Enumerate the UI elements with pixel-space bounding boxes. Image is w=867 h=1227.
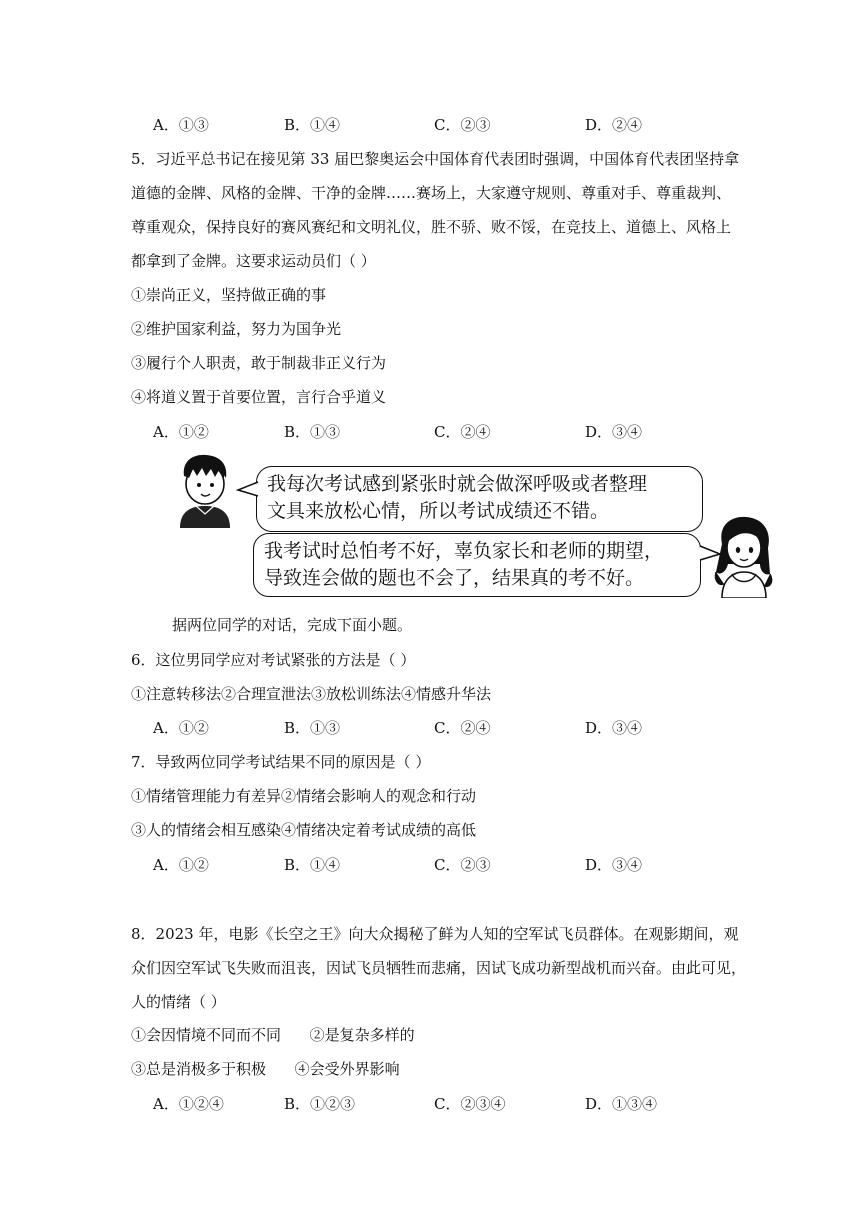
q6-option-b[interactable]: B．①③ [284,719,341,737]
q8-stem-line-2: 众们因空军试飞失败而沮丧，因试飞员牺牲而悲痛，因试飞成功新型战机而兴奋。由此可见， [131,959,747,977]
q5-statement-1: ①崇尚正义，坚持做正确的事 [131,286,327,304]
q7-statement-1: ①情绪管理能力有差异②情绪会影响人的观念和行动 [131,787,477,805]
girl-speech-line-2: 导致连会做的题也不会了，结果真的考不好。 [264,567,645,589]
q5-statement-3: ③履行个人职责，敢于制裁非正义行为 [131,354,387,372]
q6-option-c[interactable]: C．②④ [434,719,491,737]
q5-option-d[interactable]: D．③④ [585,423,643,441]
q6-option-d[interactable]: D．③④ [585,719,643,737]
q8-option-a[interactable]: A．①②④ [153,1095,224,1113]
q6-options [153,718,713,738]
boy-bubble-tail [236,480,260,500]
q4-option-b[interactable]: B．①④ [284,116,341,134]
q7-option-c[interactable]: C．②③ [434,856,491,874]
q7-option-a[interactable]: A．①② [153,856,209,874]
q4-options [153,115,713,135]
q8-stem-line-1: 8．2023 年，电影《长空之王》向大众揭秘了鲜为人知的空军试飞员群体。在观影期间，观 [131,925,739,943]
boy-illustration [172,452,238,528]
q8-option-c[interactable]: C．②③④ [434,1095,506,1113]
q4-option-a[interactable]: A．①③ [153,116,209,134]
q7-statement-2: ③人的情绪会相互感染④情绪决定着考试成绩的高低 [131,821,477,839]
q5-option-c[interactable]: C．②④ [434,423,491,441]
q5-stem-line-3: 尊重观众，保持良好的赛风赛纪和文明礼仪，胜不骄、败不馁，在竞技上、道德上、风格上 [131,218,732,236]
q5-statement-2: ②维护国家利益，努力为国争光 [131,320,342,338]
q5-stem-line-2: 道德的金牌、风格的金牌、干净的金牌……赛场上，大家遵守规则、尊重对手、尊重裁判、 [131,184,732,202]
q7-option-b[interactable]: B．①④ [284,856,341,874]
q6-statements: ①注意转移法②合理宣泄法③放松训练法④情感升华法 [131,685,492,703]
girl-speech-line-1: 我考试时总怕考不好，辜负家长和老师的期望， [264,540,664,562]
q8-statements-line-1: ①会因情境不同而不同 ②是复杂多样的 [131,1026,415,1044]
boy-speech-line-1: 我每次考试感到紧张时就会做深呼吸或者整理 [267,473,648,495]
q8-stem-line-3: 人的情绪（ ） [131,993,226,1011]
girl-illustration [710,514,778,598]
q6-stem: 6．这位男同学应对考试紧张的方法是（ ） [131,651,416,669]
q5-options [153,422,713,442]
girl-speech-bubble [253,533,701,597]
q7-option-d[interactable]: D．③④ [585,856,643,874]
q4-option-c[interactable]: C．②③ [434,116,491,134]
q6-option-a[interactable]: A．①② [153,719,209,737]
q5-statement-4: ④将道义置于首要位置，言行合乎道义 [131,388,387,406]
q7-options [153,855,713,875]
q8-options [153,1094,713,1114]
q8-option-b[interactable]: B．①②③ [284,1095,356,1113]
q7-stem: 7．导致两位同学考试结果不同的原因是（ ） [131,753,431,771]
q5-option-a[interactable]: A．①② [153,423,209,441]
q4-option-d[interactable]: D．②④ [585,116,643,134]
boy-speech-line-2: 文具来放松心情，所以考试成绩还不错。 [267,500,610,522]
q5-stem-line-1: 5．习近平总书记在接见第 33 届巴黎奥运会中国体育代表团时强调，中国体育代表团坚持拿 [131,150,740,168]
q8-option-d[interactable]: D．①③④ [585,1095,658,1113]
boy-speech-bubble [256,466,703,532]
q5-stem-line-4: 都拿到了金牌。这要求运动员们（ ） [131,252,376,270]
q5-option-b[interactable]: B．①③ [284,423,341,441]
dialogue-intro: 据两位同学的对话，完成下面小题。 [172,616,413,634]
q8-statements-line-2: ③总是消极多于积极 ④会受外界影响 [131,1060,400,1078]
